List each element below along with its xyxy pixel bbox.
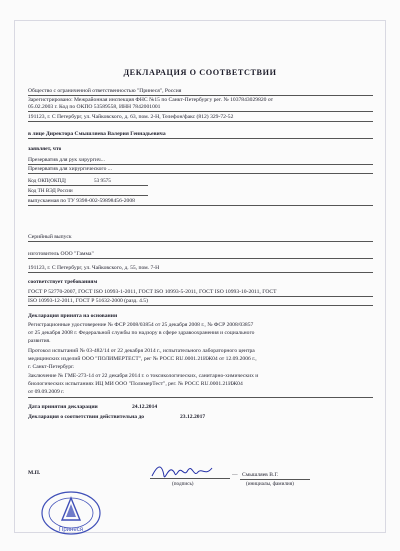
- underline: [28, 95, 373, 96]
- code-okp-value: 53 9575: [94, 178, 111, 184]
- basis-line-5: медицинских изделий ООО "ПОЛИМЕРТЕСТ", рег № РОСС RU.0001.21ИЖ04 от 12.09.2006 г.,: [28, 356, 257, 362]
- address-line: 191123, г. С Петербург, ул. Чайковского, д. 63, пом. 2-Н, Телефон/факс (812) 329-72-52: [28, 114, 234, 120]
- document-title: ДЕКЛАРАЦИЯ О СООТВЕТСТВИИ: [123, 68, 277, 77]
- declares-label: заявляет, что: [28, 146, 62, 152]
- signature-image: [150, 462, 220, 482]
- initials-caption: (инициалы, фамилия): [246, 481, 294, 487]
- basis-line-1: Регистрационные удостоверение № ФСР 2008/03854 от 25 декабря 2008 г., № ФСР 2008/03857: [28, 322, 254, 328]
- valid-until-value: 23.12.2017: [180, 414, 206, 420]
- underline: [28, 195, 148, 196]
- signer-name: Смышляев В.Г.: [242, 472, 279, 478]
- basis-label: Декларация принята на основании: [28, 313, 118, 319]
- underline: [28, 173, 373, 174]
- product-line-2: Презерватив для хирургического ...: [28, 166, 112, 172]
- applicant-line: Общество с ограниченной ответственностью "Принеся", Россия: [28, 88, 182, 94]
- underline: [28, 138, 373, 139]
- company-stamp-logo: [40, 490, 102, 536]
- registration-line: Зарегистрировано: Межрайонная инспекция ФНС №15 по Санкт-Петербургу рег. № 1037843029820 от: [28, 97, 274, 103]
- code-tnved-label: Код ТН ВЭД России: [28, 188, 73, 194]
- underline: [240, 479, 310, 480]
- dash: —: [232, 472, 238, 478]
- accept-date-label: Дата принятия декларации: [28, 404, 98, 410]
- underline: [28, 111, 373, 112]
- spec-line: выпускаемая по ТУ 9398-002-59898456-2008: [28, 198, 135, 204]
- standards-line-1: ГОСТ Р 52770-2007, ГОСТ ISO 10993-1-2011, ГОСТ ISO 10993-5-2011, ГОСТ ISO 10993-10-2011, ГОСТ: [28, 289, 277, 295]
- underline: [28, 164, 373, 165]
- product-line-1: Презерватив для рук хирургич...: [28, 157, 105, 163]
- underline: [28, 296, 373, 297]
- basis-line-9: от 09.09.2009 г.: [28, 389, 65, 395]
- manufacturer-address: 191123, г. С Петербург, ул. Чайковского, д. 55, пом. 7-Н: [28, 265, 160, 271]
- complies-label: соответствует требованиям: [28, 279, 98, 285]
- valid-until-label: Декларация о соответствии действительна до: [28, 414, 145, 420]
- basis-line-4: Протокол испытаний № 03-482/14 от 22 декабря 2014 г., испытательного лабораторного центра: [28, 348, 255, 354]
- manufacturer-label: изготовитель ООО "Гамма": [28, 251, 94, 257]
- signature-caption: (подпись): [172, 481, 194, 487]
- director-line: в лице Директора Смышляева Валерия Геннадьевича: [28, 131, 166, 137]
- underline: [28, 205, 373, 206]
- basis-line-7: Заключение № ГМЕ-273-14 от 22 декабря 2014 г. о токсикологических, санитарно-химических и: [28, 373, 259, 379]
- code-okp-label: Код ОКП(ОКПД): [28, 178, 67, 184]
- underline: [28, 258, 373, 259]
- basis-line-8: биологических испытаниях ИЦ МИ ООО "ПолимерТест", рег. № РОСС RU.0001.21ИЖ04: [28, 381, 243, 387]
- underline: [28, 185, 148, 186]
- basis-line-3: развития.: [28, 338, 51, 344]
- stamp-text: Принеся: [59, 527, 83, 533]
- underline: [28, 121, 373, 122]
- serial-label: Серийный выпуск: [28, 234, 72, 240]
- basis-line-6: г. Санкт-Петербург.: [28, 364, 75, 370]
- underline: [28, 241, 373, 242]
- accept-date-value: 24.12.2014: [132, 404, 158, 410]
- mp-label: М.П.: [28, 470, 41, 476]
- underline: [28, 305, 373, 306]
- registration-code-line: 05.02.2003 г. Код по ОКПО 53589558, ИНН 7842001001: [28, 104, 161, 110]
- standards-line-2: ISO 10993-12-2011, ГОСТ Р 51632-2000 (разд. 4.5): [28, 298, 148, 304]
- underline: [28, 272, 373, 273]
- basis-line-2: от 25 декабря 2008 г. Федеральной службы по надзору в сфере здравоохранения и социального: [28, 330, 255, 336]
- underline: [28, 397, 373, 398]
